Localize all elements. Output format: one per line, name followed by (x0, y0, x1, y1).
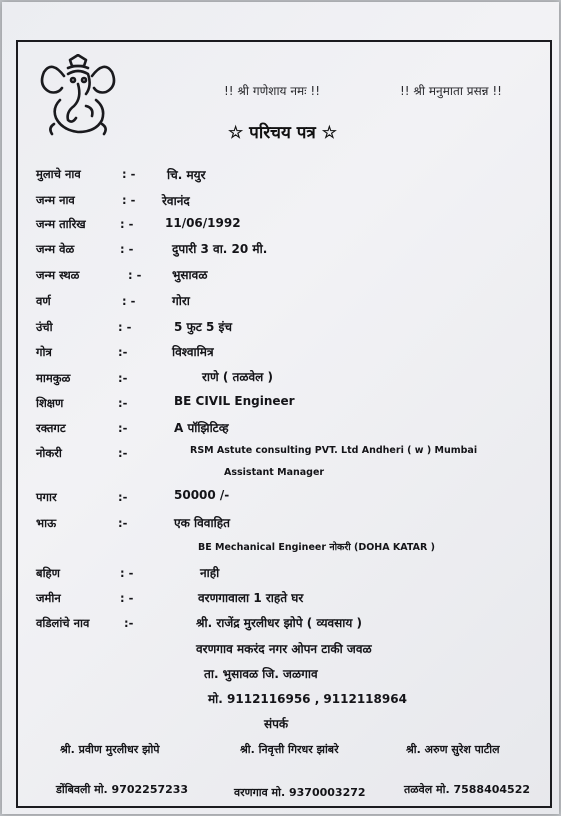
field-label: भाऊ (36, 516, 57, 530)
field-sep: :- (118, 396, 128, 410)
field-label: रक्तगट (36, 421, 66, 435)
field-value: वरणगावाला 1 राहते घर (198, 591, 304, 605)
address-line: वरणगाव मकरंद नगर ओपन टाकी जवळ (196, 642, 372, 656)
field-label: पगार (36, 490, 57, 504)
field-label: उंची (36, 320, 53, 334)
field-sep: : - (122, 193, 136, 207)
field-sep: :- (118, 446, 128, 460)
field-value: RSM Astute consulting PVT. Ltd Andheri ( w ) Mumbai (190, 445, 478, 456)
contact-phone: वरणगाव मो. 9370003272 (234, 786, 366, 799)
field-value: गोरा (172, 294, 190, 308)
contact-name: श्री. निवृत्ती गिरधर झांबरे (240, 743, 339, 756)
field-sep: :- (124, 616, 134, 630)
field-sep: : - (120, 566, 134, 580)
document-page (2, 2, 559, 814)
field-sep: : - (120, 242, 134, 256)
address-line: ता. भुसावळ जि. जळगाव (204, 667, 318, 681)
field-value: भुसावळ (172, 268, 208, 282)
field-sep: :- (118, 516, 128, 530)
field-value: 5 फुट 5 इंच (174, 320, 233, 334)
field-sep: : - (120, 591, 134, 605)
contact-name: श्री. अरुण सुरेश पाटील (406, 743, 500, 756)
field-value: श्री. राजेंद्र मुरलीधर झोपे ( व्यवसाय ) (196, 616, 363, 630)
field-value: 11/06/1992 (165, 216, 241, 230)
contact-phone: तळवेल मो. 7588404522 (404, 783, 531, 796)
field-label: जन्म तारिख (36, 217, 86, 231)
field-label: शिक्षण (36, 396, 64, 410)
phone-numbers: मो. 9112116956 , 9112118964 (208, 692, 407, 706)
field-value: BE CIVIL Engineer (174, 394, 295, 408)
field-value-line2: BE Mechanical Engineer नोकरी (DOHA KATAR ) (198, 542, 435, 553)
field-value: चि. मयुर (167, 168, 206, 182)
field-value: 50000 /- (174, 488, 230, 502)
contacts-heading: संपर्क (264, 717, 289, 731)
field-value: दुपारी 3 वा. 20 मी. (172, 242, 268, 256)
field-value: एक विवाहित (174, 516, 230, 530)
field-label: जमीन (36, 591, 61, 605)
page-title: ☆ परिचय पत्र ☆ (228, 123, 337, 143)
field-label: जन्म वेळ (36, 242, 75, 256)
field-label: मामकुळ (36, 371, 71, 385)
field-sep: : - (122, 294, 136, 308)
field-sep: :- (118, 371, 128, 385)
field-value: राणे ( तळवेल ) (202, 370, 273, 384)
field-sep: : - (128, 268, 142, 282)
field-label: मुलाचे नाव (36, 167, 81, 181)
contact-name: श्री. प्रवीण मुरलीधर झोपे (60, 743, 160, 756)
field-value: A पॉझिटिव्ह (174, 421, 229, 435)
field-sep: : - (118, 320, 132, 334)
field-label: बहिण (36, 566, 60, 580)
field-sep: :- (118, 490, 128, 504)
field-sep: :- (118, 421, 128, 435)
field-label: वडिलांचे नाव (36, 616, 90, 630)
field-sep: : - (120, 217, 134, 231)
field-value: नाही (200, 566, 220, 580)
field-sep: : - (122, 167, 136, 181)
contact-phone: डोंबिवली मो. 9702257233 (56, 783, 189, 796)
field-label: जन्म नाव (36, 193, 75, 207)
field-value: रेवानंद (162, 194, 190, 208)
field-label: नोकरी (36, 446, 62, 460)
field-label: जन्म स्थळ (36, 268, 80, 282)
blessing-left: !! श्री गणेशाय नमः !! (224, 84, 321, 98)
field-label: वर्ण (36, 294, 51, 308)
blessing-right: !! श्री मनुमाता प्रसन्न !! (400, 84, 502, 98)
field-label: गोत्र (36, 345, 52, 359)
field-sep: :- (118, 345, 128, 359)
field-value: विश्वामित्र (172, 345, 214, 359)
field-value-line2: Assistant Manager (224, 467, 325, 478)
